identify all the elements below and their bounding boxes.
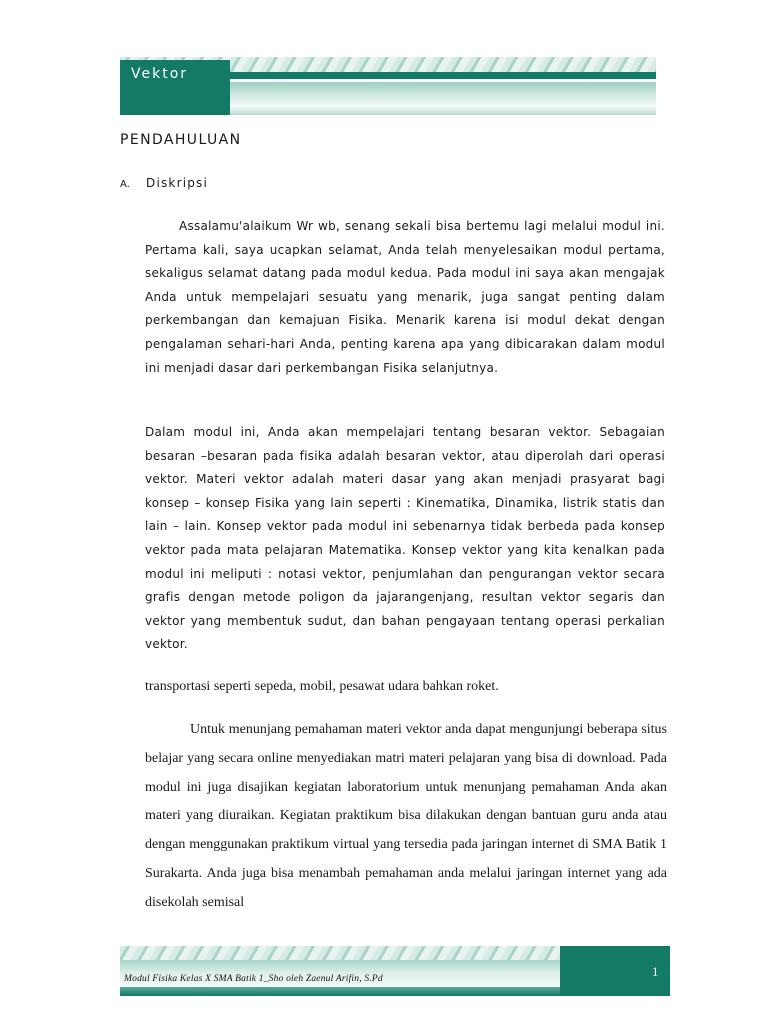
subsection-letter: A. [120, 179, 130, 190]
page-header [0, 0, 768, 120]
page-number: 1 [652, 964, 659, 979]
subsection-title: Diskripsi [146, 176, 209, 190]
paragraph-vector-overview: Dalam modul ini, Anda akan mempelajari tentang besaran vektor. Sebagaian besaran –besaran pada fisika adalah besaran vektor, atau diperolah dari operasi vektor. Materi vektor adalah materi dasar yang akan menjadi prasyarat bagi konsep – konsep Fisika yang lain seperti : Kinematika, Dinamika, listrik statis dan lain – lain. Konsep vektor pada modul ini sebenarnya tidak berbeda pada konsep vektor pada mata pelajaran Matematika. Konsep vektor yang kita kenalkan pada modul ini meliputi : notasi vektor, penjumlahan dan pengurangan vektor secara grafis dengan metode poligon da jajarangenjang, resultan vektor segaris dan vektor yang membentuk sudut, dan bahan pengayaan tentang operasi perkalian vektor. [145, 425, 665, 652]
footer-stripe-decoration [120, 946, 560, 960]
subsection-heading [120, 176, 208, 190]
footer-text: Modul Fisika Kelas X SMA Batik 1_Sho oleh Zaenul Arifin, S.Pd [124, 974, 383, 984]
paragraph-support: Untuk menunjang pemahaman materi vektor anda dapat mengunjungi beberapa situs belajar yang secara online menyediakan matri materi pelajaran yang bisa di download. Pada modul ini juga disajikan kegiatan laboratorium untuk menunjang pemahaman Anda akan materi yang diuraikan. Kegiatan praktikum bisa dilakukan dengan bantuan guru anda atau dengan menggunakan praktikum virtual yang tersedia pada jaringan internet di SMA Batik 1 Surakarta. Anda juga bisa menambah pemahaman anda melalui jaringan internet yang ada disekolah semisal [145, 722, 667, 910]
footer-rule [120, 987, 560, 996]
header-light-band [230, 82, 656, 115]
paragraph-transportation: transportasi seperti sepeda, mobil, pesawat udara bahkan roket. [145, 679, 499, 694]
section-title: PENDAHULUAN [120, 132, 242, 148]
paragraph-intro: Assalamu'alaikum Wr wb, senang sekali bisa bertemu lagi melalui modul ini. Pertama kali, saya ucapkan selamat, Anda telah menyelesaikan modul pertama, sekaligus selamat datang pada modul kedua. Pada modul ini saya akan mengajak Anda untuk mempelajari sesuatu yang menarik, juga sangat penting dalam perkembangan dan kemajuan Fisika. Menarik karena isi modul dekat dengan pengalaman sehari-hari Anda, penting karena apa yang dibicarakan dalam modul ini menjadi dasar dari perkembangan Fisika selanjutnya. [145, 219, 665, 375]
header-title: Vektor [131, 66, 189, 82]
header-rule [230, 72, 656, 79]
